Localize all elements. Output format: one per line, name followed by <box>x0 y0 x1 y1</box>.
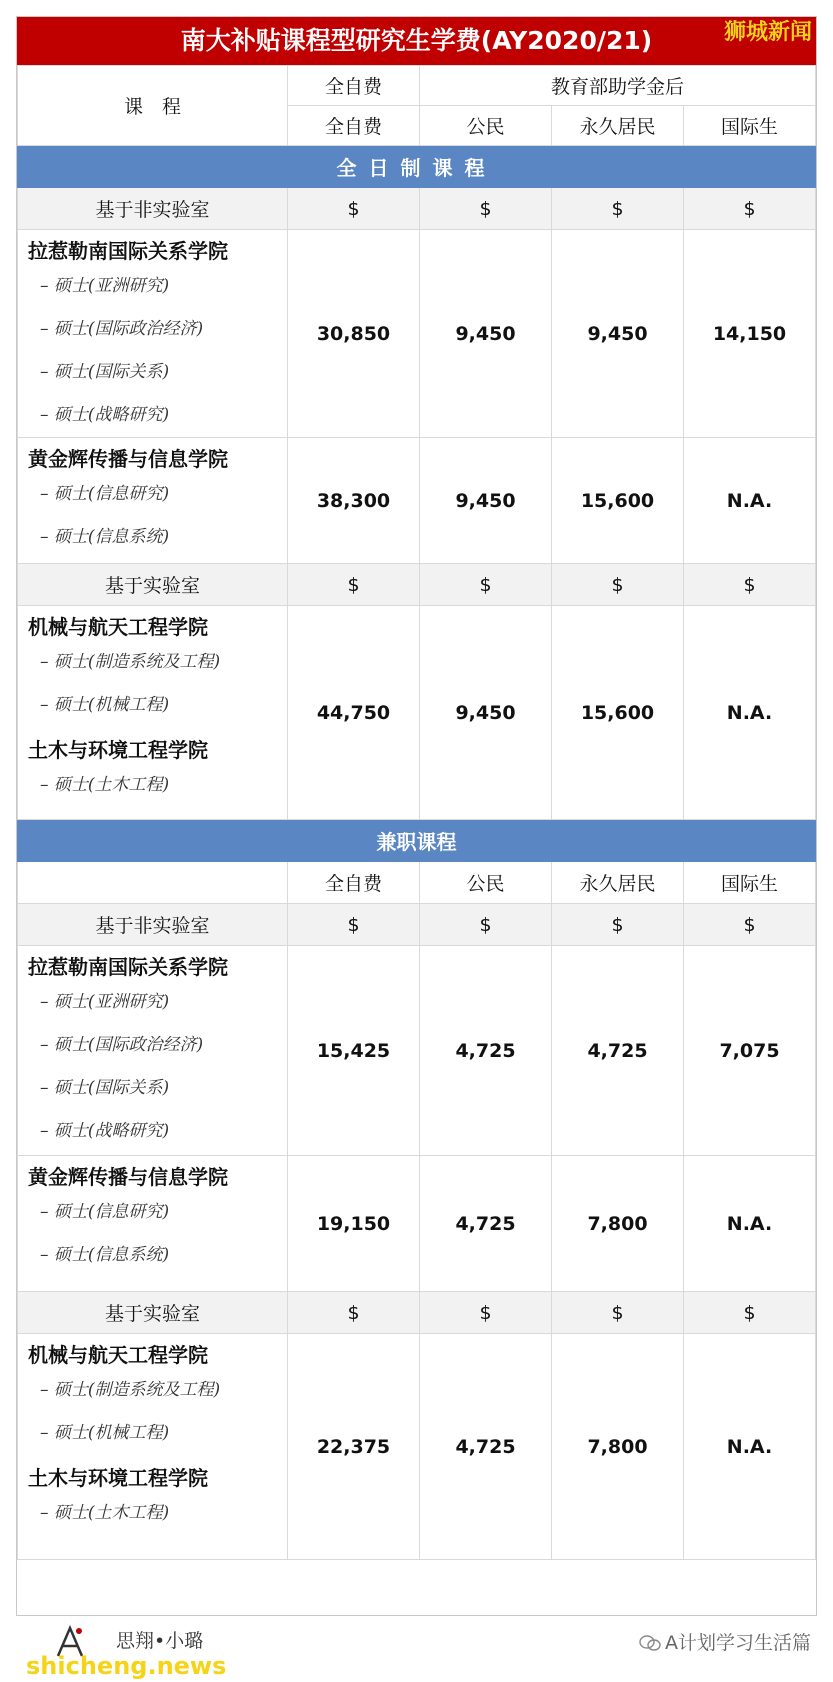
fee-value: 19,150 <box>288 1156 420 1292</box>
brand-logo-text: 狮城新闻 <box>723 20 812 45</box>
band-label: 基于实验室 <box>18 564 288 606</box>
dollar-sign: $ <box>684 1292 816 1334</box>
school-name: 机械与航天工程学院 <box>28 615 208 639</box>
wechat-account-name: A计划学习生活篇 <box>665 1632 811 1654</box>
tuition-table <box>17 65 816 1560</box>
fee-value: 14,150 <box>684 230 816 438</box>
fee-value: 44,750 <box>288 606 420 820</box>
tuition-table-frame <box>16 16 817 1616</box>
school-name: 土木与环境工程学院 <box>28 1466 208 1490</box>
dollar-sign: $ <box>684 564 816 606</box>
dollar-sign: $ <box>684 188 816 230</box>
header-row-1 <box>18 66 816 106</box>
fee-value: 9,450 <box>420 438 552 564</box>
dollar-sign: $ <box>552 564 684 606</box>
course-cell <box>18 946 288 1156</box>
section-parttime <box>18 820 816 862</box>
band-lab <box>18 1292 816 1334</box>
table-row <box>18 606 816 820</box>
fee-value: 9,450 <box>552 230 684 438</box>
fee-value: 4,725 <box>420 1156 552 1292</box>
fee-value: 9,450 <box>420 230 552 438</box>
header-subsidized: 教育部助学金后 <box>420 66 816 106</box>
fee-value: N.A. <box>684 438 816 564</box>
fee-value: 4,725 <box>420 1334 552 1560</box>
header-col: 国际生 <box>684 106 816 146</box>
dollar-sign: $ <box>420 188 552 230</box>
table-row <box>18 946 816 1156</box>
program-name: – 硕士(机械工程) <box>40 1423 170 1443</box>
program-name: – 硕士(信息研究) <box>40 484 170 504</box>
dollar-sign: $ <box>552 904 684 946</box>
wechat-account <box>639 1628 811 1655</box>
section-title: 兼职课程 <box>18 820 816 862</box>
dollar-sign: $ <box>420 1292 552 1334</box>
table-row <box>18 438 816 564</box>
header-col: 公民 <box>420 106 552 146</box>
program-name: – 硕士(信息系统) <box>40 1245 170 1265</box>
program-name: – 硕士(亚洲研究) <box>40 276 170 296</box>
header-full-fee: 全自费 <box>288 66 420 106</box>
header-col: 永久居民 <box>552 862 684 904</box>
band-lab <box>18 564 816 606</box>
fee-value: 22,375 <box>288 1334 420 1560</box>
school-name: 拉惹勒南国际关系学院 <box>28 955 228 979</box>
program-name: – 硕士(土木工程) <box>40 1503 170 1523</box>
fee-value: 7,800 <box>552 1334 684 1560</box>
course-cell <box>18 1156 288 1292</box>
author-name: 思翔•小璐 <box>116 1630 204 1652</box>
fee-value: 7,800 <box>552 1156 684 1292</box>
fee-value: 9,450 <box>420 606 552 820</box>
program-name: – 硕士(土木工程) <box>40 775 170 795</box>
site-watermark: shicheng.news <box>26 1652 227 1680</box>
band-nonlab <box>18 904 816 946</box>
school-name: 机械与航天工程学院 <box>28 1343 208 1367</box>
fee-value: N.A. <box>684 606 816 820</box>
fee-value: 15,600 <box>552 606 684 820</box>
fee-value: 15,425 <box>288 946 420 1156</box>
fee-value: N.A. <box>684 1334 816 1560</box>
program-name: – 硕士(亚洲研究) <box>40 992 170 1012</box>
header-course: 课 程 <box>18 66 288 146</box>
course-cell <box>18 438 288 564</box>
section-fulltime <box>18 146 816 188</box>
table-row <box>18 1156 816 1292</box>
empty-cell <box>18 862 288 904</box>
fee-value: 7,075 <box>684 946 816 1156</box>
dollar-sign: $ <box>420 904 552 946</box>
header-col: 全自费 <box>288 862 420 904</box>
course-cell <box>18 230 288 438</box>
course-cell <box>18 606 288 820</box>
title-text: 南大补贴课程型研究生学费(AY2020/21) <box>180 26 653 55</box>
table-title <box>17 17 816 65</box>
fee-value: 4,725 <box>420 946 552 1156</box>
footer <box>16 1616 817 1682</box>
dollar-sign: $ <box>420 564 552 606</box>
program-name: – 硕士(机械工程) <box>40 695 170 715</box>
school-name: 黄金辉传播与信息学院 <box>28 447 228 471</box>
header-row-parttime <box>18 862 816 904</box>
dollar-sign: $ <box>288 1292 420 1334</box>
dollar-sign: $ <box>288 188 420 230</box>
program-name: – 硕士(制造系统及工程) <box>40 1380 221 1400</box>
program-name: – 硕士(战略研究) <box>40 1121 170 1141</box>
program-name: – 硕士(信息系统) <box>40 527 170 547</box>
section-title: 全日制课程 <box>18 146 816 188</box>
dollar-sign: $ <box>552 188 684 230</box>
dollar-sign: $ <box>288 904 420 946</box>
band-label: 基于非实验室 <box>18 904 288 946</box>
program-name: – 硕士(国际关系) <box>40 362 170 382</box>
program-name: – 硕士(国际政治经济) <box>40 319 204 339</box>
band-label: 基于实验室 <box>18 1292 288 1334</box>
dollar-sign: $ <box>684 904 816 946</box>
dollar-sign: $ <box>552 1292 684 1334</box>
table-row <box>18 1334 816 1560</box>
program-name: – 硕士(制造系统及工程) <box>40 652 221 672</box>
header-col: 国际生 <box>684 862 816 904</box>
header-col: 永久居民 <box>552 106 684 146</box>
school-name: 土木与环境工程学院 <box>28 738 208 762</box>
fee-value: 38,300 <box>288 438 420 564</box>
school-name: 黄金辉传播与信息学院 <box>28 1165 228 1189</box>
program-name: – 硕士(信息研究) <box>40 1202 170 1222</box>
fee-value: 4,725 <box>552 946 684 1156</box>
band-nonlab <box>18 188 816 230</box>
program-name: – 硕士(战略研究) <box>40 405 170 425</box>
program-name: – 硕士(国际政治经济) <box>40 1035 204 1055</box>
wechat-icon <box>639 1635 661 1651</box>
school-name: 拉惹勒南国际关系学院 <box>28 239 228 263</box>
fee-value: 30,850 <box>288 230 420 438</box>
band-label: 基于非实验室 <box>18 188 288 230</box>
table-row <box>18 230 816 438</box>
program-name: – 硕士(国际关系) <box>40 1078 170 1098</box>
header-col: 全自费 <box>288 106 420 146</box>
course-cell <box>18 1334 288 1560</box>
fee-value: N.A. <box>684 1156 816 1292</box>
fee-value: 15,600 <box>552 438 684 564</box>
header-col: 公民 <box>420 862 552 904</box>
dollar-sign: $ <box>288 564 420 606</box>
